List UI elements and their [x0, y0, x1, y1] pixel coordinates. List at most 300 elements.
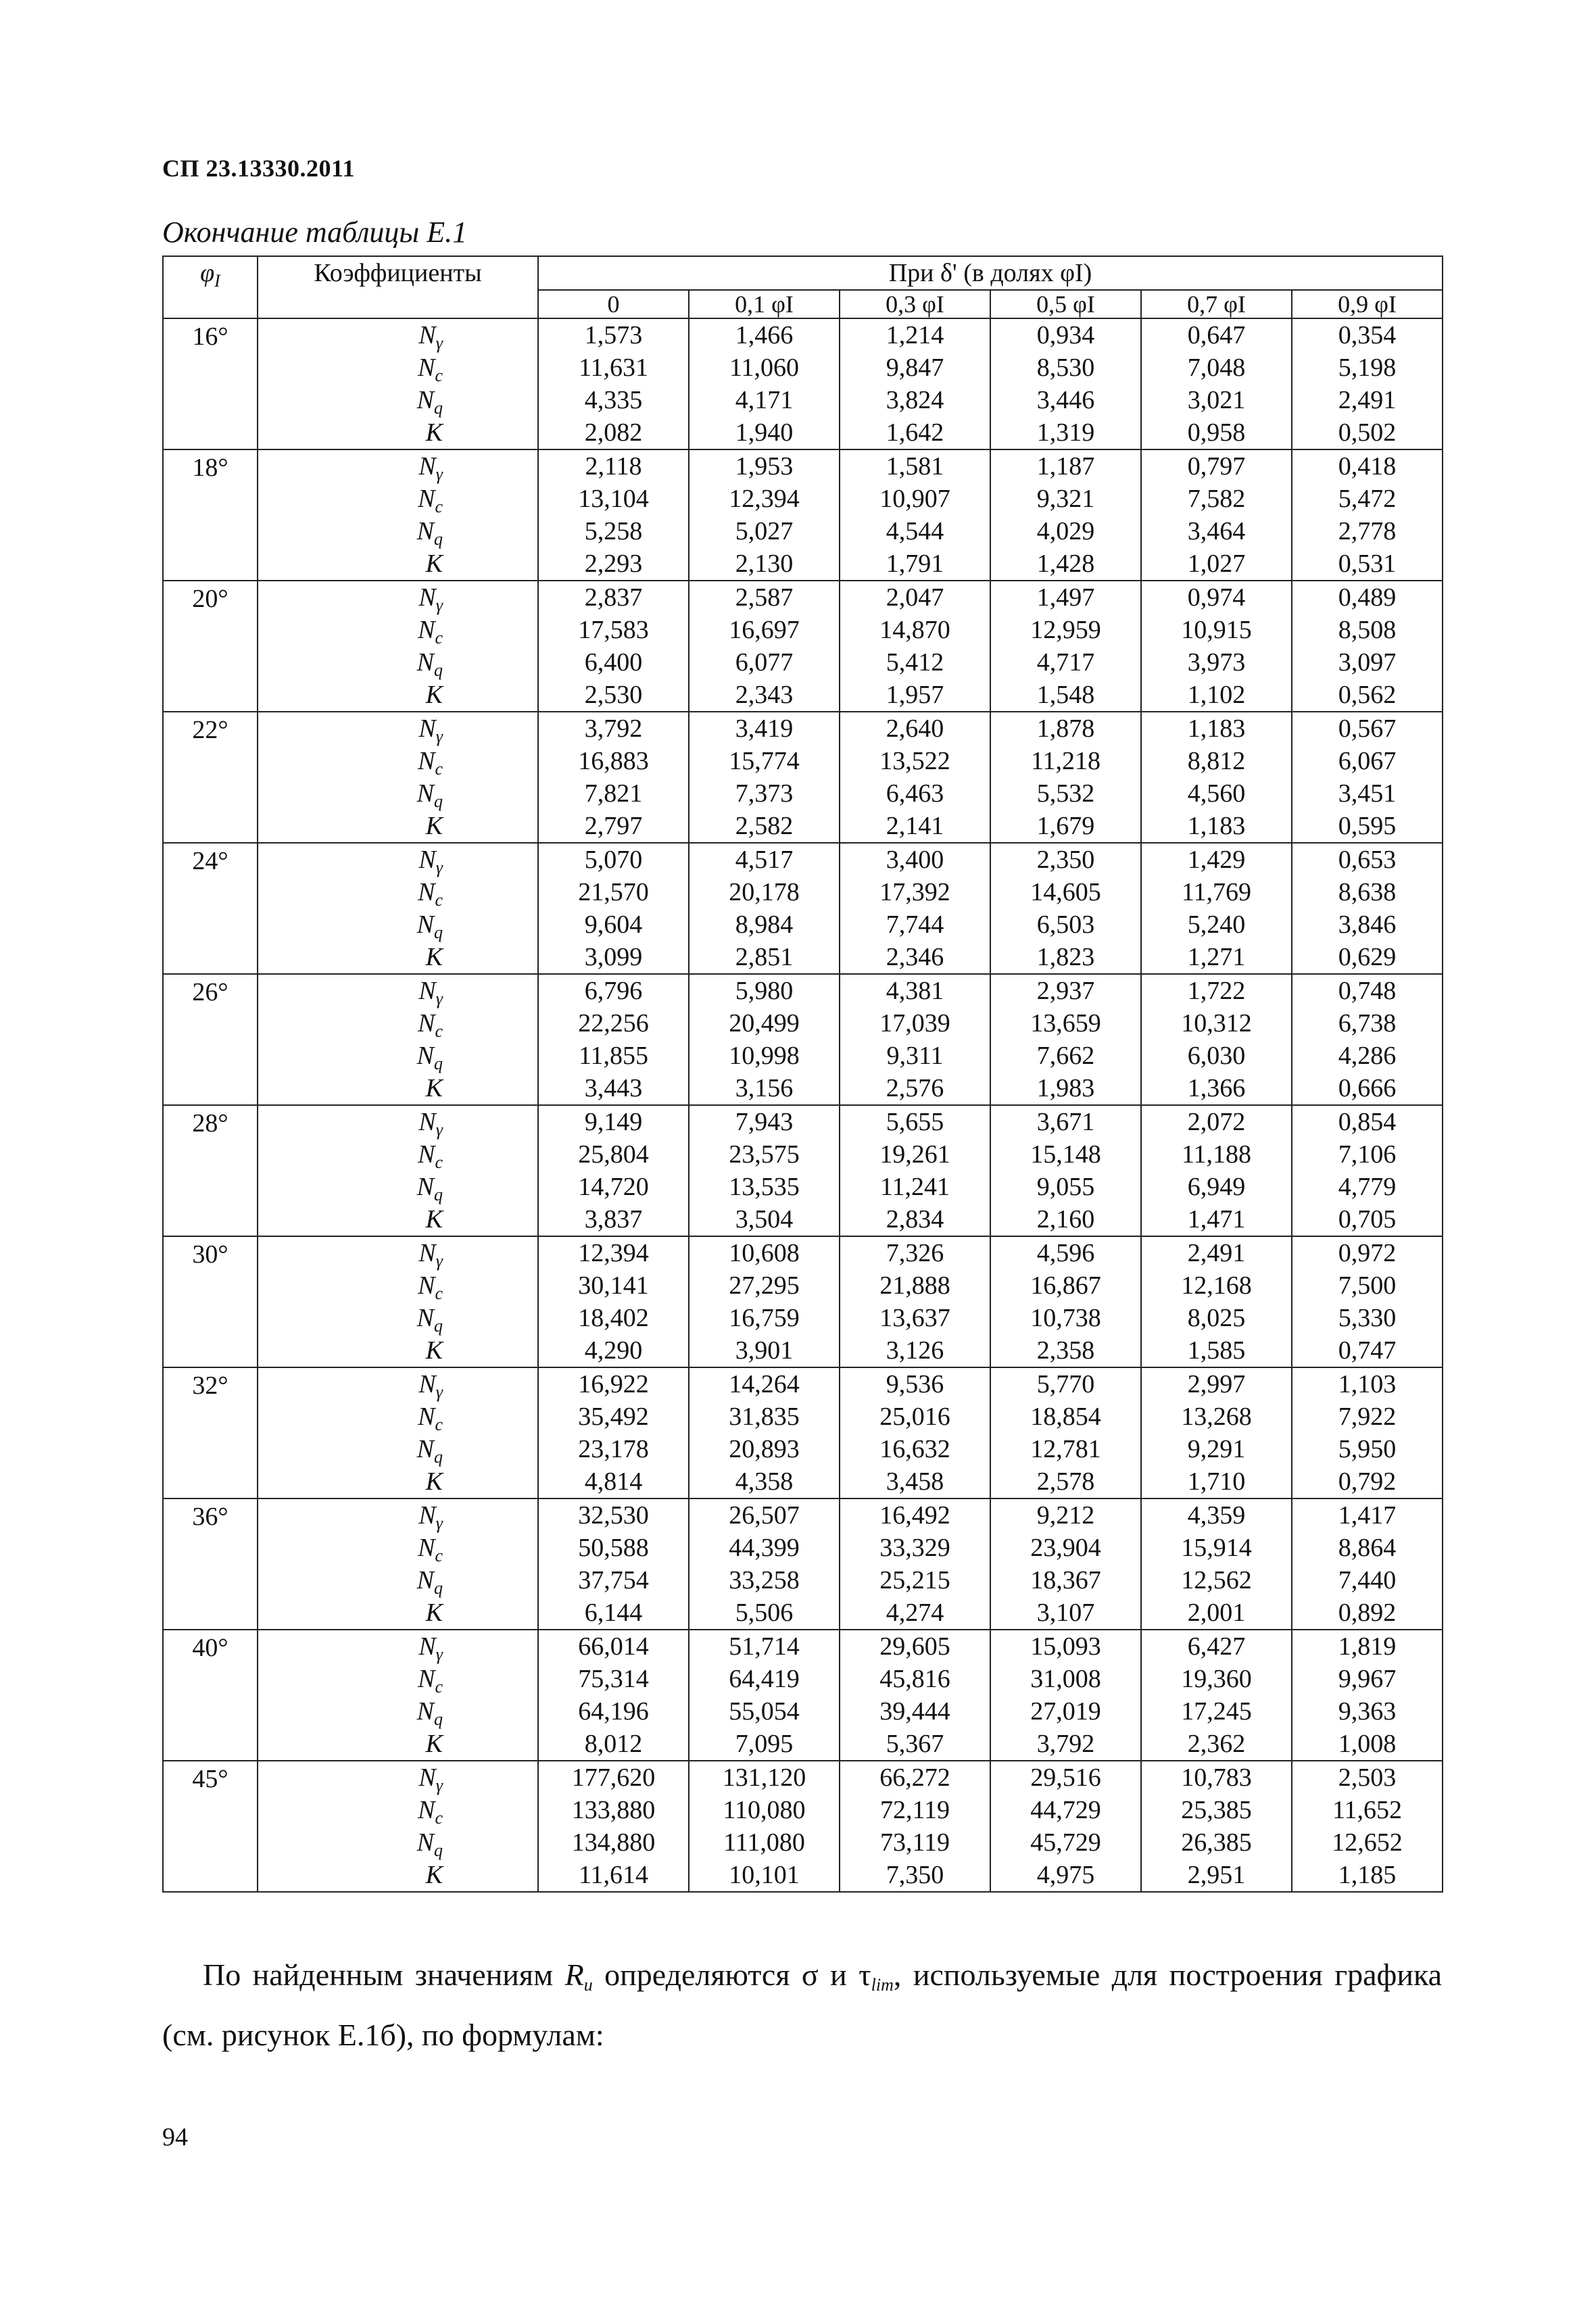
table-caption: Окончание таблицы Е.1: [162, 216, 468, 249]
value: 5,070: [584, 846, 643, 874]
value: 13,104: [578, 485, 649, 513]
value: 15,774: [729, 747, 800, 775]
value: 2,530: [584, 681, 643, 709]
value-cell: [689, 1105, 840, 1236]
value: 0,974: [1187, 583, 1246, 612]
coef-label: $N_c$: [418, 747, 443, 779]
value: 7,943: [735, 1108, 794, 1136]
value: 25,385: [1181, 1796, 1252, 1824]
value: 5,367: [886, 1730, 944, 1758]
value: 7,582: [1187, 485, 1246, 513]
value: 18,854: [1030, 1403, 1101, 1431]
value: 11,218: [1030, 747, 1101, 775]
coefficients-table: [162, 255, 1443, 1893]
value: 4,975: [1036, 1861, 1095, 1889]
value: 9,055: [1036, 1173, 1095, 1201]
coef-label: K: [425, 1336, 443, 1365]
value: 5,532: [1036, 779, 1095, 808]
value: 9,291: [1187, 1435, 1246, 1463]
value: 0,647: [1187, 321, 1246, 349]
value: 2,578: [1036, 1467, 1095, 1496]
value: 3,099: [584, 943, 643, 971]
value: 72,119: [879, 1796, 950, 1824]
coef-label: $N_\gamma$: [418, 1108, 443, 1140]
coef-cell: [258, 1630, 538, 1761]
value: 5,330: [1338, 1304, 1397, 1332]
value: 0,653: [1338, 846, 1397, 874]
value: 2,834: [886, 1205, 944, 1234]
subheader-5: 0,9 φI: [1292, 290, 1443, 318]
value: 3,400: [886, 846, 944, 874]
value: 3,846: [1338, 910, 1397, 939]
value: 1,722: [1187, 977, 1246, 1005]
coef-cell: [258, 1498, 538, 1630]
coef-label: $N_c$: [418, 1403, 443, 1434]
value: 0,489: [1338, 583, 1397, 612]
value: 15,093: [1030, 1632, 1101, 1661]
value: 13,637: [879, 1304, 950, 1332]
value-cell: [840, 974, 990, 1105]
value: 32,530: [578, 1501, 649, 1530]
table-row: [163, 1498, 1443, 1630]
coef-label: $N_q$: [416, 517, 443, 549]
value: 7,373: [735, 779, 794, 808]
value: 4,274: [886, 1599, 944, 1627]
value-cell: [990, 1761, 1141, 1892]
value-cell: [538, 1630, 689, 1761]
value-cell: [689, 318, 840, 449]
value: 4,517: [735, 846, 794, 874]
coef-label: $N_c$: [418, 878, 443, 910]
value: 10,738: [1030, 1304, 1101, 1332]
coef-label: K: [425, 943, 443, 971]
value: 4,335: [584, 386, 643, 414]
value: 4,171: [735, 386, 794, 414]
value-cell: [689, 1498, 840, 1630]
value: 45,816: [879, 1665, 950, 1693]
coef-label: $N_\gamma$: [418, 1239, 443, 1271]
value: 1,366: [1187, 1074, 1246, 1102]
value-cell: [689, 581, 840, 712]
value: 8,864: [1338, 1534, 1397, 1562]
value-cell: [538, 974, 689, 1105]
value: 0,354: [1338, 321, 1397, 349]
value: 4,359: [1187, 1501, 1246, 1530]
value: 1,008: [1338, 1730, 1397, 1758]
coef-label: $N_\gamma$: [418, 714, 443, 746]
value: 55,054: [729, 1697, 800, 1726]
phi-cell: 22°: [163, 712, 258, 843]
value: 11,241: [879, 1173, 950, 1201]
value: 23,178: [578, 1435, 649, 1463]
value-cell: [689, 1236, 840, 1367]
coef-cell: [258, 712, 538, 843]
value: 1,102: [1187, 681, 1246, 709]
value-cell: [689, 449, 840, 581]
coef-label: K: [425, 681, 443, 709]
value: 12,394: [729, 485, 800, 513]
value: 13,535: [729, 1173, 800, 1201]
value: 7,440: [1338, 1566, 1397, 1594]
value-cell: [1292, 1498, 1443, 1630]
value: 1,642: [886, 418, 944, 447]
value: 9,149: [584, 1108, 643, 1136]
coef-label: $N_c$: [418, 1665, 443, 1697]
value: 1,214: [886, 321, 944, 349]
value: 2,797: [584, 812, 643, 840]
value-cell: [990, 712, 1141, 843]
phi-cell: 40°: [163, 1630, 258, 1761]
value: 3,973: [1187, 648, 1246, 677]
value: 4,381: [886, 977, 944, 1005]
value: 8,025: [1187, 1304, 1246, 1332]
value: 10,998: [729, 1042, 800, 1070]
value: 1,185: [1338, 1861, 1397, 1889]
phi-cell: 36°: [163, 1498, 258, 1630]
table-row: [163, 1105, 1443, 1236]
value: 11,769: [1181, 878, 1252, 906]
value: 16,759: [729, 1304, 800, 1332]
value: 45,729: [1030, 1828, 1101, 1857]
coef-label: $N_q$: [416, 1697, 443, 1729]
value-cell: [1292, 712, 1443, 843]
value: 3,419: [735, 714, 794, 743]
value: 5,950: [1338, 1435, 1397, 1463]
value: 8,812: [1187, 747, 1246, 775]
value: 2,951: [1187, 1861, 1246, 1889]
value: 6,067: [1338, 747, 1397, 775]
subheader-2: 0,3 φI: [840, 290, 990, 318]
value: 8,984: [735, 910, 794, 939]
value: 1,573: [584, 321, 643, 349]
value: 12,652: [1332, 1828, 1403, 1857]
value: 0,562: [1338, 681, 1397, 709]
value: 0,797: [1187, 452, 1246, 481]
value-cell: [840, 1367, 990, 1498]
value: 10,312: [1181, 1009, 1252, 1038]
page-number: 94: [162, 2123, 188, 2151]
value-cell: [1141, 318, 1292, 449]
value: 2,582: [735, 812, 794, 840]
value: 2,851: [735, 943, 794, 971]
value: 6,427: [1187, 1632, 1246, 1661]
value-cell: [840, 1498, 990, 1630]
value: 0,892: [1338, 1599, 1397, 1627]
value: 29,516: [1030, 1763, 1101, 1792]
phi-cell: 32°: [163, 1367, 258, 1498]
value: 35,492: [578, 1403, 649, 1431]
coef-label: K: [425, 1861, 443, 1889]
value: 2,141: [886, 812, 944, 840]
value: 3,097: [1338, 648, 1397, 677]
value: 13,268: [1181, 1403, 1252, 1431]
table-row: [163, 974, 1443, 1105]
value: 0,792: [1338, 1467, 1397, 1496]
value-cell: [1141, 1236, 1292, 1367]
coef-label: $N_q$: [416, 910, 443, 942]
value: 50,588: [578, 1534, 649, 1562]
value: 33,329: [879, 1534, 950, 1562]
value: 1,791: [886, 550, 944, 578]
value: 5,655: [886, 1108, 944, 1136]
value: 0,666: [1338, 1074, 1397, 1102]
value: 2,640: [886, 714, 944, 743]
coef-label: $N_\gamma$: [418, 1501, 443, 1533]
value: 7,821: [584, 779, 643, 808]
value: 19,360: [1181, 1665, 1252, 1693]
value: 1,679: [1036, 812, 1095, 840]
value: 0,629: [1338, 943, 1397, 971]
table-row: [163, 1236, 1443, 1367]
value: 2,997: [1187, 1370, 1246, 1398]
coef-label: $N_q$: [416, 1173, 443, 1204]
value: 14,720: [578, 1173, 649, 1201]
value-cell: [990, 1105, 1141, 1236]
value: 14,264: [729, 1370, 800, 1398]
value: 7,662: [1036, 1042, 1095, 1070]
value: 3,021: [1187, 386, 1246, 414]
value: 1,823: [1036, 943, 1095, 971]
phi-cell: 18°: [163, 449, 258, 581]
value: 5,506: [735, 1599, 794, 1627]
coef-label: $N_q$: [416, 1566, 443, 1598]
value: 3,451: [1338, 779, 1397, 808]
table-row: [163, 1367, 1443, 1498]
coef-label: $N_c$: [418, 354, 443, 385]
phi-cell: 24°: [163, 843, 258, 974]
value: 9,363: [1338, 1697, 1397, 1726]
value: 3,126: [886, 1336, 944, 1365]
value: 1,319: [1036, 418, 1095, 447]
value: 1,183: [1187, 812, 1246, 840]
table-row: [163, 581, 1443, 712]
value: 4,596: [1036, 1239, 1095, 1267]
coef-label: $N_\gamma$: [418, 452, 443, 484]
coef-label: $N_c$: [418, 1796, 443, 1828]
table-row: [163, 1630, 1443, 1761]
value: 5,027: [735, 517, 794, 545]
value: 3,156: [735, 1074, 794, 1102]
value: 6,796: [584, 977, 643, 1005]
table-row: [163, 449, 1443, 581]
value: 64,196: [578, 1697, 649, 1726]
value: 5,198: [1338, 354, 1397, 382]
value: 9,847: [886, 354, 944, 382]
value: 2,160: [1036, 1205, 1095, 1234]
value: 6,030: [1187, 1042, 1246, 1070]
value: 20,893: [729, 1435, 800, 1463]
value: 6,463: [886, 779, 944, 808]
value: 7,350: [886, 1861, 944, 1889]
value: 7,922: [1338, 1403, 1397, 1431]
value: 21,570: [578, 878, 649, 906]
coef-label: $N_q$: [416, 1042, 443, 1073]
value: 17,039: [879, 1009, 950, 1038]
coef-label: $N_\gamma$: [418, 583, 443, 615]
value: 75,314: [578, 1665, 649, 1693]
value: 27,019: [1030, 1697, 1101, 1726]
value: 31,008: [1030, 1665, 1101, 1693]
coef-cell: [258, 1761, 538, 1892]
value: 33,258: [729, 1566, 800, 1594]
value: 10,101: [729, 1861, 800, 1889]
phi-cell: 28°: [163, 1105, 258, 1236]
value: 8,012: [584, 1730, 643, 1758]
value: 4,560: [1187, 779, 1246, 808]
value: 37,754: [578, 1566, 649, 1594]
value: 9,604: [584, 910, 643, 939]
value-cell: [1292, 1630, 1443, 1761]
value-cell: [1141, 843, 1292, 974]
coef-label: $N_\gamma$: [418, 321, 443, 353]
value: 23,575: [729, 1140, 800, 1169]
value: 51,714: [729, 1632, 800, 1661]
value: 2,362: [1187, 1730, 1246, 1758]
value: 29,605: [879, 1632, 950, 1661]
value-cell: [1141, 974, 1292, 1105]
value-cell: [1292, 1105, 1443, 1236]
value: 1,471: [1187, 1205, 1246, 1234]
value: 2,503: [1338, 1763, 1397, 1792]
value-cell: [990, 843, 1141, 974]
value-cell: [1292, 318, 1443, 449]
value: 2,837: [584, 583, 643, 612]
coef-cell: [258, 318, 538, 449]
value: 14,605: [1030, 878, 1101, 906]
coef-cell: [258, 1367, 538, 1498]
value-cell: [1292, 843, 1443, 974]
value: 21,888: [879, 1271, 950, 1300]
value: 6,077: [735, 648, 794, 677]
value: 2,778: [1338, 517, 1397, 545]
table-row: [163, 712, 1443, 843]
phi-cell: 16°: [163, 318, 258, 449]
value: 3,792: [584, 714, 643, 743]
coef-label: $N_\gamma$: [418, 1763, 443, 1795]
value-cell: [689, 712, 840, 843]
value: 3,792: [1036, 1730, 1095, 1758]
value: 1,940: [735, 418, 794, 447]
value: 26,507: [729, 1501, 800, 1530]
value: 10,783: [1181, 1763, 1252, 1792]
value-cell: [990, 318, 1141, 449]
value: 9,321: [1036, 485, 1095, 513]
value: 15,914: [1181, 1534, 1252, 1562]
table-row: [163, 843, 1443, 974]
value-cell: [1141, 1367, 1292, 1498]
value: 12,394: [578, 1239, 649, 1267]
value: 14,870: [879, 616, 950, 644]
value: 17,245: [1181, 1697, 1252, 1726]
value: 1,497: [1036, 583, 1095, 612]
coef-label: $N_c$: [418, 485, 443, 516]
subheader-3: 0,5 φI: [990, 290, 1141, 318]
phi-cell: 45°: [163, 1761, 258, 1892]
value-cell: [1141, 449, 1292, 581]
value: 66,272: [879, 1763, 950, 1792]
value: 73,119: [879, 1828, 950, 1857]
value-cell: [840, 581, 990, 712]
value: 1,428: [1036, 550, 1095, 578]
coef-label: $N_q$: [416, 648, 443, 680]
value: 1,548: [1036, 681, 1095, 709]
value: 44,399: [729, 1534, 800, 1562]
value: 1,983: [1036, 1074, 1095, 1102]
value: 13,522: [879, 747, 950, 775]
value: 3,671: [1036, 1108, 1095, 1136]
coef-label: $N_\gamma$: [418, 1632, 443, 1664]
value: 7,095: [735, 1730, 794, 1758]
value: 12,781: [1030, 1435, 1101, 1463]
coef-cell: [258, 1236, 538, 1367]
value: 0,934: [1036, 321, 1095, 349]
value: 0,747: [1338, 1336, 1397, 1365]
subheader-4: 0,7 φI: [1141, 290, 1292, 318]
value: 26,385: [1181, 1828, 1252, 1857]
subheader-0: 0: [538, 290, 689, 318]
value: 8,530: [1036, 354, 1095, 382]
value: 4,358: [735, 1467, 794, 1496]
value: 2,346: [886, 943, 944, 971]
value: 1,429: [1187, 846, 1246, 874]
value: 4,717: [1036, 648, 1095, 677]
value: 3,837: [584, 1205, 643, 1234]
coef-label: $N_c$: [418, 1534, 443, 1565]
value: 44,729: [1030, 1796, 1101, 1824]
value: 4,814: [584, 1467, 643, 1496]
value: 1,183: [1187, 714, 1246, 743]
value: 11,652: [1332, 1796, 1403, 1824]
value-cell: [1141, 1761, 1292, 1892]
value: 4,290: [584, 1336, 643, 1365]
value: 1,466: [735, 321, 794, 349]
coef-label: $N_q$: [416, 1304, 443, 1336]
value: 17,583: [578, 616, 649, 644]
value-cell: [990, 1236, 1141, 1367]
value: 131,120: [722, 1763, 806, 1792]
value: 10,907: [879, 485, 950, 513]
coef-label: $N_q$: [416, 779, 443, 811]
value: 4,779: [1338, 1173, 1397, 1201]
phi-cell: 30°: [163, 1236, 258, 1367]
value-cell: [538, 1367, 689, 1498]
value-cell: [1141, 581, 1292, 712]
value: 6,144: [584, 1599, 643, 1627]
header-delta-group: При δ' (в долях φI): [538, 256, 1443, 290]
value: 22,256: [578, 1009, 649, 1038]
value: 5,240: [1187, 910, 1246, 939]
value: 3,901: [735, 1336, 794, 1365]
value-cell: [538, 581, 689, 712]
value-cell: [1141, 1630, 1292, 1761]
value: 5,980: [735, 977, 794, 1005]
value: 0,531: [1338, 550, 1397, 578]
value: 20,178: [729, 878, 800, 906]
value: 9,967: [1338, 1665, 1397, 1693]
value: 18,367: [1030, 1566, 1101, 1594]
value-cell: [538, 1236, 689, 1367]
value: 2,576: [886, 1074, 944, 1102]
value: 25,804: [578, 1140, 649, 1169]
value: 1,953: [735, 452, 794, 481]
value: 8,638: [1338, 878, 1397, 906]
value-cell: [689, 1761, 840, 1892]
value: 0,595: [1338, 812, 1397, 840]
value: 5,412: [886, 648, 944, 677]
value: 2,047: [886, 583, 944, 612]
value: 1,585: [1187, 1336, 1246, 1365]
value: 15,148: [1030, 1140, 1101, 1169]
